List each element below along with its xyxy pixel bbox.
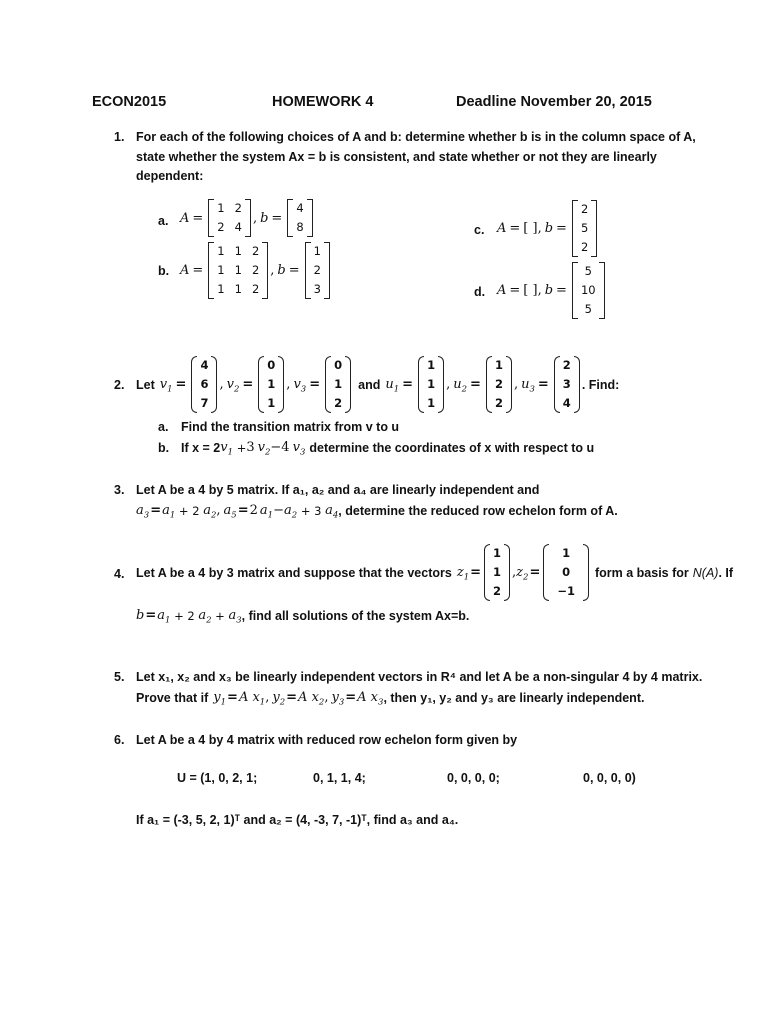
- q1-d-equation: A = [ ] , b = 5 10 5: [497, 262, 607, 319]
- q6-number: 6.: [114, 733, 125, 747]
- q4-number: 4.: [114, 567, 125, 581]
- q1-line2: state whether the system Ax = b is consistent, and state whether or not they are linearly: [136, 150, 657, 164]
- q1-a-equation: A = 1 2 2 4 , b = 4 8: [180, 199, 315, 237]
- q6-u-row4: 0, 0, 0, 0): [583, 771, 636, 785]
- q2-v2: 0 1 1: [258, 356, 284, 413]
- q2-u3: 2 3 4: [554, 356, 580, 413]
- q2-vectors: Let $v_1$ = 4 6 7 , $v_2$ = 0 1 1 , $v_3$ = 0 1 2 and $u_1$ = 1 1 1 , $u_2$ = 1 2 2 , $u_3$ = 2 3 4 . Find:: [136, 356, 619, 413]
- deadline: Deadline November 20, 2015: [456, 94, 652, 110]
- q4-line1: Let A be a 4 by 3 matrix and suppose that the vectors $z_1$ = 1 1 2 , $z_2$ = 1 0 −1 form a basis for N(A) . If: [136, 544, 733, 601]
- q4-z2: 1 0 −1: [543, 544, 589, 601]
- q1-b-matrix-A: 1 1 2 1 1 2 1 1 2: [208, 242, 268, 299]
- q1-a-label: a.: [158, 214, 169, 228]
- q1-number: 1.: [114, 130, 125, 144]
- q6-u-row2: 0, 1, 1, 4;: [313, 771, 366, 785]
- q1-b-vector-b: 1 2 3: [305, 242, 330, 299]
- q1-a-matrix-A: 1 2 2 4: [208, 199, 251, 237]
- q1-a-vector-b: 4 8: [287, 199, 312, 237]
- q3-line2: $a_3$ = $a_1$ + 2 $a_2$ , $a_5$ = 2 $a_1$ − $a_2$ + 3 $a_4$ , determine the reduced row echelon form of A.: [136, 503, 618, 521]
- q3-number: 3.: [114, 483, 125, 497]
- q2-u1: 1 1 1: [418, 356, 444, 413]
- q2-u2: 1 2 2: [486, 356, 512, 413]
- q6-u-row1: U = (1, 0, 2, 1;: [177, 771, 258, 785]
- q1-line1: For each of the following choices of A and b: determine whether b is in the column space of A,: [136, 130, 696, 144]
- q2-number: 2.: [114, 378, 125, 392]
- q1-b-label: b.: [158, 264, 170, 278]
- q2-v3: 0 1 2: [325, 356, 351, 413]
- q5-line1: Let x₁, x₂ and x₃ be linearly independent vectors in R⁴ and let A be a non-singular 4 by 4 matrix.: [136, 670, 703, 684]
- q6-line3: If a₁ = (-3, 5, 2, 1)ᵀ and a₂ = (4, -3, 7, -1)ᵀ, find a₃ and a₄.: [136, 813, 459, 827]
- q2-a-text: Find the transition matrix from v to u: [181, 420, 400, 434]
- q2-b-label: b.: [158, 441, 170, 455]
- homework-title: HOMEWORK 4: [272, 94, 374, 110]
- q5-number: 5.: [114, 670, 125, 684]
- q1-b-equation: A = 1 1 2 1 1 2 1 1 2 , b = 1 2 3: [180, 242, 332, 299]
- q2-a-label: a.: [158, 420, 169, 434]
- q6-u-row3: 0, 0, 0, 0;: [447, 771, 500, 785]
- course-code: ECON2015: [92, 94, 167, 110]
- q5-line2: Prove that if $y_1$ = A $x_1$ , $y_2$ = A $x_2$ , $y_3$ = A $x_3$ , then y₁, y₂ and y₃ are linearly independent.: [136, 690, 645, 708]
- q1-d-vector-b: 5 10 5: [572, 262, 605, 319]
- q6-line1: Let A be a 4 by 4 matrix with reduced row echelon form given by: [136, 733, 518, 747]
- q4-line2: b = $a_1$ + 2 $a_2$ + $a_3$ , find all solutions of the system Ax=b.: [136, 608, 470, 626]
- q1-c-label: c.: [474, 223, 485, 237]
- q1-c-equation: A = [ ] , b = 2 5 2: [497, 200, 599, 257]
- q1-d-label: d.: [474, 285, 486, 299]
- q2-b-line: If x = 2 $v_1$ + 3 $v_2$ −4 $v_3$ determine the coordinates of x with respect to u: [181, 440, 595, 458]
- q1-line3: dependent:: [136, 169, 204, 183]
- q4-z1: 1 1 2: [484, 544, 510, 601]
- q2-v1: 4 6 7: [191, 356, 217, 413]
- q3-line1: Let A be a 4 by 5 matrix. If a₁, a₂ and a₄ are linearly independent and: [136, 483, 540, 497]
- q1-c-vector-b: 2 5 2: [572, 200, 597, 257]
